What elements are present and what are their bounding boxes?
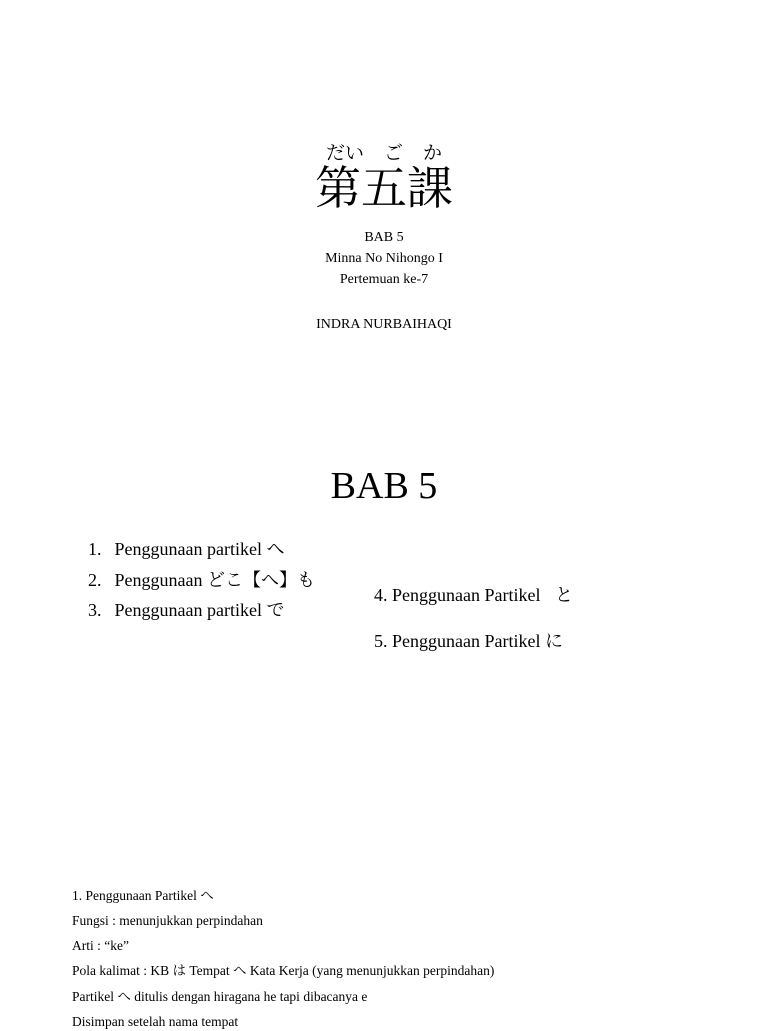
outline-item-1 (88, 537, 284, 562)
section1-placement: Disimpan setelah nama tempat (72, 1014, 239, 1029)
item-japanese: どこ【へ】も (206, 570, 315, 591)
section1-function: Fungsi : menunjukkan perpindahan (72, 913, 263, 928)
outline-item-4 (374, 583, 573, 608)
meeting-label: Pertemuan ke-7 (339, 272, 429, 287)
outline-item-2 (88, 568, 315, 593)
section1-meaning: Arti : “ke” (72, 938, 129, 953)
title-furigana: だい ご か (325, 142, 443, 164)
item-number: 5. (374, 631, 388, 651)
item-japanese: と (554, 585, 573, 606)
section1-title: 1. Penggunaan Partikel へ (72, 888, 214, 903)
item-number: 4. (374, 585, 388, 605)
item-text: Penggunaan partikel (114, 600, 262, 620)
item-text: Penggunaan Partikel (392, 631, 541, 651)
item-number: 3. (88, 600, 102, 620)
item-japanese: へ (266, 539, 285, 560)
item-text: Penggunaan partikel (114, 539, 262, 559)
book-title: Minna No Nihongo I (325, 251, 443, 266)
item-number: 2. (88, 570, 102, 590)
section1-pattern: Pola kalimat : KB は Tempat へ Kata Kerja (yang menunjukkan perpindahan) (72, 963, 495, 978)
section1-note: Partikel へ ditulis dengan hiragana he tapi dibacanya e (72, 989, 368, 1004)
page-title-kanji: 第五課 (315, 161, 453, 215)
chapter-label: BAB 5 (364, 230, 404, 245)
item-japanese: に (544, 631, 563, 652)
section-heading: BAB 5 (330, 465, 438, 507)
item-text: Penggunaan (114, 570, 203, 590)
outline-item-3 (88, 598, 284, 623)
item-number: 1. (88, 539, 102, 559)
item-japanese: で (266, 600, 285, 621)
item-text: Penggunaan Partikel (392, 585, 541, 605)
author-name: INDRA NURBAIHAQI (316, 317, 452, 332)
outline-item-5 (374, 629, 563, 654)
